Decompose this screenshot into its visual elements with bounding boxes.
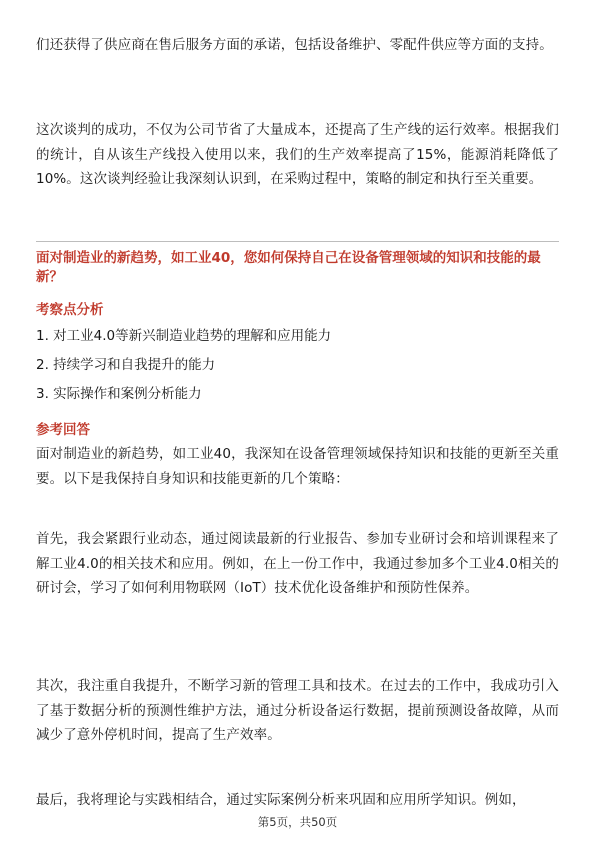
answer-paragraph-second: 其次，我注重自我提升，不断学习新的管理工具和技术。在过去的工作中，我成功引入了基于数据分析的预测性维护方法，通过分析设备运行数据，提前预测设备故障，从而减少了意外停机时间，提高了生产效率。	[36, 678, 559, 743]
paragraph-negotiation-result: 这次谈判的成功，不仅为公司节省了大量成本，还提高了生产线的运行效率。根据我们的统计，自从该生产线投入使用以来，我们的生产效率提高了15%，能源消耗降低了10%。这次谈判经验让我深刻认识到，在采购过程中，策略的制定和执行至关重要。	[36, 122, 559, 187]
document-page	[36, 0, 559, 842]
analysis-point-1: 1. 对工业4.0等新兴制造业趋势的理解和应用能力	[36, 328, 332, 344]
answer-paragraph-first: 首先，我会紧跟行业动态，通过阅读最新的行业报告、参加专业研讨会和培训课程来了解工业4.0的相关技术和应用。例如，在上一份工作中，我通过参加多个工业4.0相关的研讨会，学习了如何利用物联网（IoT）技术优化设备维护和预防性保养。	[36, 531, 559, 596]
page-number-footer: 第5页，共50页	[257, 815, 338, 829]
section-divider	[36, 241, 559, 242]
answer-paragraph-last: 最后，我将理论与实践相结合，通过实际案例分析来巩固和应用所学知识。例如，	[36, 792, 526, 808]
answer-heading: 参考回答	[36, 422, 90, 438]
analysis-heading: 考察点分析	[36, 302, 104, 318]
analysis-point-2: 2. 持续学习和自我提升的能力	[36, 357, 216, 373]
interview-question: 面对制造业的新趋势，如工业40，您如何保持自己在设备管理领域的知识和技能的最新？	[36, 250, 541, 285]
answer-paragraph-intro: 面对制造业的新趋势，如工业40，我深知在设备管理领域保持知识和技能的更新至关重要。以下是我保持自身知识和技能更新的几个策略：	[36, 446, 559, 487]
analysis-point-3: 3. 实际操作和案例分析能力	[36, 386, 202, 402]
paragraph-continued: 们还获得了供应商在售后服务方面的承诺，包括设备维护、零配件供应等方面的支持。	[36, 37, 553, 53]
